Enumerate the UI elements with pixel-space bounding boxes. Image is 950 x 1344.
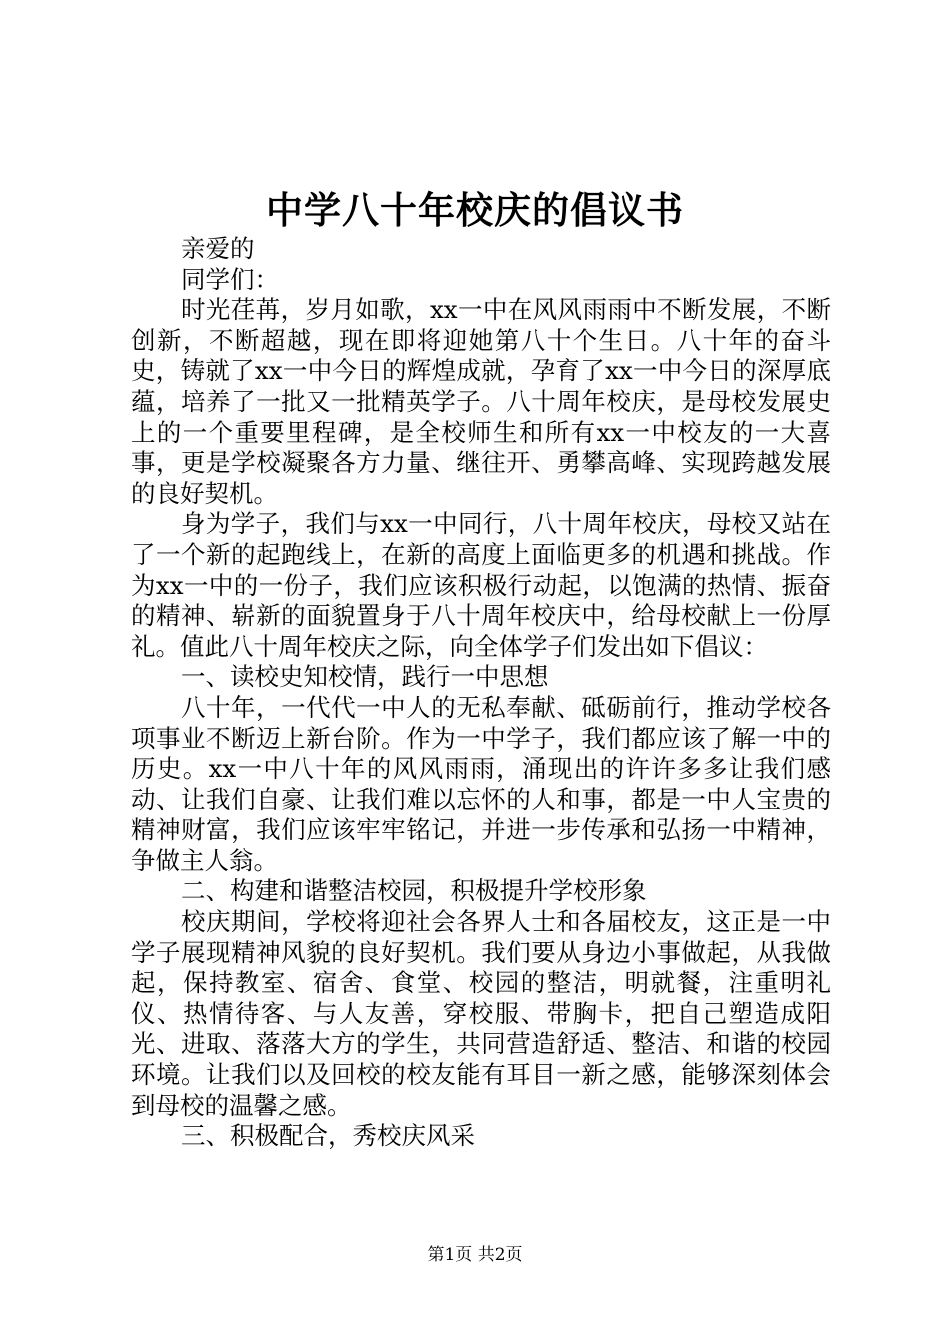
- paragraph: 八十年，一代代一中人的无私奉献、砥砺前行，推动学校各项事业不断迈上新台阶。作为一中学子，我们都应该了解一中的历史。xx一中八十年的风风雨雨，涌现出的许许多多让我们感动、让我们自豪、让我们难以忘怀的人和事，都是一中人宝贵的精神财富，我们应该牢牢铭记，并进一步传承和弘扬一中精神，争做主人翁。: [131, 692, 831, 875]
- paragraph: 身为学子，我们与xx一中同行，八十周年校庆，母校又站在了一个新的起跑线上，在新的高度上面临更多的机遇和挑战。作为xx一中的一份子，我们应该积极行动起，以饱满的热情、振奋的精神、崭新的面貌置身于八十周年校庆中，给母校献上一份厚礼。值此八十周年校庆之际，向全体学子们发出如下倡议：: [131, 509, 831, 661]
- paragraph: 校庆期间，学校将迎社会各界人士和各届校友，这正是一中学子展现精神风貌的良好契机。我们要从身边小事做起，从我做起，保持教室、宿舍、食堂、校园的整洁，明就餐，注重明礼仪、热情待客、与人友善，穿校服、带胸卡，把自己塑造成阳光、进取、落落大方的学生，共同营造舒适、整洁、和谐的校园环境。让我们以及回校的校友能有耳目一新之感，能够深刻体会到母校的温馨之感。: [131, 907, 831, 1120]
- paragraph: 时光荏苒，岁月如歌，xx一中在风风雨雨中不断发展，不断创新，不断超越，现在即将迎她第八十个生日。八十年的奋斗史，铸就了xx一中今日的辉煌成就，孕育了xx一中今日的深厚底蕴，培养了一批又一批精英学子。八十周年校庆，是母校发展史上的一个重要里程碑，是全校师生和所有xx一中校友的一大喜事，更是学校凝聚各方力量、继往开、勇攀高峰、实现跨越发展的良好契机。: [131, 295, 831, 508]
- document-title: 中学八十年校庆的倡议书: [266, 188, 684, 232]
- salutation-line-2: 同学们：: [181, 264, 279, 294]
- section-heading: 二、构建和谐整洁校园，积极提升学校形象: [181, 876, 647, 906]
- section-heading: 一、读校史知校情，践行一中思想: [181, 662, 549, 692]
- salutation-line-1: 亲爱的: [181, 234, 255, 263]
- document-body: [131, 234, 831, 1152]
- section-heading: 三、积极配合，秀校庆风采: [181, 1121, 475, 1151]
- page-number-footer: 第1页 共2页: [427, 1245, 523, 1265]
